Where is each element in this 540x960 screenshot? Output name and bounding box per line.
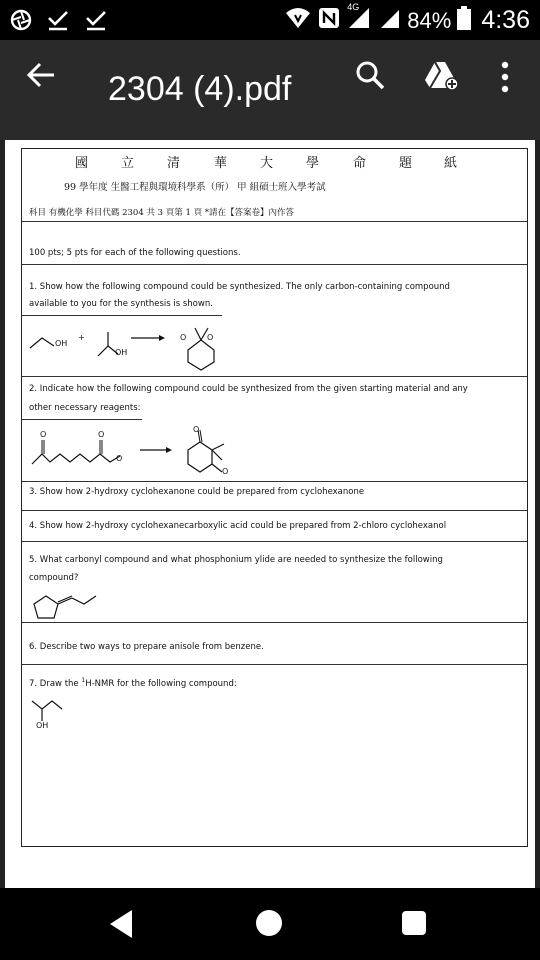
question-2-text: 2. Indicate how the following compound could be synthesized from the given starting material and any <box>29 384 468 394</box>
aperture-icon <box>10 9 32 36</box>
divider <box>22 510 527 511</box>
divider <box>22 481 527 482</box>
signal-icon <box>379 6 401 35</box>
q2-label: O <box>222 467 229 476</box>
download-check-icon <box>84 8 108 37</box>
header-char: 立 <box>121 156 135 171</box>
header-char: 命 <box>353 156 367 171</box>
intro-text: 100 pts; 5 pts for each of the following questions. <box>29 248 241 258</box>
back-arrow-icon <box>24 58 58 92</box>
question-5-text: 5. What carbonyl compound and what phosphonium ylide are needed to synthesize the following <box>29 555 443 565</box>
header-char: 華 <box>214 156 228 171</box>
exam-info-line: 99 學年度 生醫工程與環境科學系（所） 甲 組碩士班入學考試 <box>64 182 326 193</box>
more-options-button[interactable] <box>498 60 512 94</box>
q2-label: O <box>116 454 123 463</box>
q1-plus: + <box>78 333 85 342</box>
q2-label: O <box>98 430 105 439</box>
question-2-text: other necessary reagents: <box>29 403 141 413</box>
q2-label: O <box>40 430 47 439</box>
signal-icon: 4G <box>347 6 373 35</box>
clock: 4:36 <box>481 6 530 34</box>
question-1-text: 1. Show how the following compound could be synthesized. The only carbon-containing compound <box>29 282 450 292</box>
subject-line: 科目 有機化學 科目代碼 2304 共 3 頁第 1 頁 *請在【答案卷】內作答 <box>29 208 295 218</box>
nav-recents-button[interactable] <box>402 911 426 935</box>
battery-percent: 84% <box>407 7 452 33</box>
question-1-text: available to you for the synthesis is shown. <box>29 299 213 309</box>
question-1-structures <box>28 318 248 378</box>
q1-label: O <box>207 333 214 342</box>
question-4-text: 4. Show how 2-hydroxy cyclohexanecarboxylic acid could be prepared from 2-chloro cyclohexanol <box>29 521 447 531</box>
divider <box>22 541 527 542</box>
question-2-structures <box>30 420 250 482</box>
divider <box>22 664 527 665</box>
header-char: 紙 <box>444 156 458 171</box>
divider <box>22 315 222 316</box>
nfc-icon <box>317 6 341 35</box>
download-check-icon <box>46 8 70 37</box>
divider <box>22 221 527 222</box>
add-to-drive-button[interactable] <box>425 60 459 90</box>
header-char: 題 <box>399 156 413 171</box>
q1-label: OH <box>55 339 68 348</box>
search-button[interactable] <box>355 60 385 90</box>
q2-label: O <box>193 425 200 434</box>
question-7-text: 7. Draw the $^1$H-NMR for the following compound: <box>29 677 237 689</box>
wifi-icon <box>285 7 311 34</box>
q1-label: OH <box>115 348 128 357</box>
battery-icon <box>457 6 471 35</box>
divider <box>22 622 527 623</box>
header-char: 國 <box>75 156 89 171</box>
nav-back-button[interactable] <box>106 908 136 940</box>
q1-label: O <box>180 333 187 342</box>
header-char: 大 <box>260 156 274 171</box>
divider <box>22 376 527 377</box>
nav-home-button[interactable] <box>256 910 282 936</box>
back-button[interactable] <box>24 58 58 92</box>
drive-add-icon <box>425 60 459 90</box>
more-vert-icon <box>498 60 512 94</box>
question-3-text: 3. Show how 2-hydroxy cyclohexanone could be prepared from cyclohexanone <box>29 487 365 497</box>
status-bar <box>0 0 540 40</box>
search-icon <box>355 60 385 90</box>
header-char: 學 <box>306 156 320 171</box>
question-5-text: compound? <box>29 573 79 583</box>
divider <box>22 264 527 265</box>
q7-label: OH <box>36 721 49 730</box>
nav-back-icon <box>106 908 136 940</box>
question-6-text: 6. Describe two ways to prepare anisole from benzene. <box>29 642 264 652</box>
header-char: 清 <box>167 156 181 171</box>
document-title: 2304 (4).pdf <box>108 70 292 108</box>
